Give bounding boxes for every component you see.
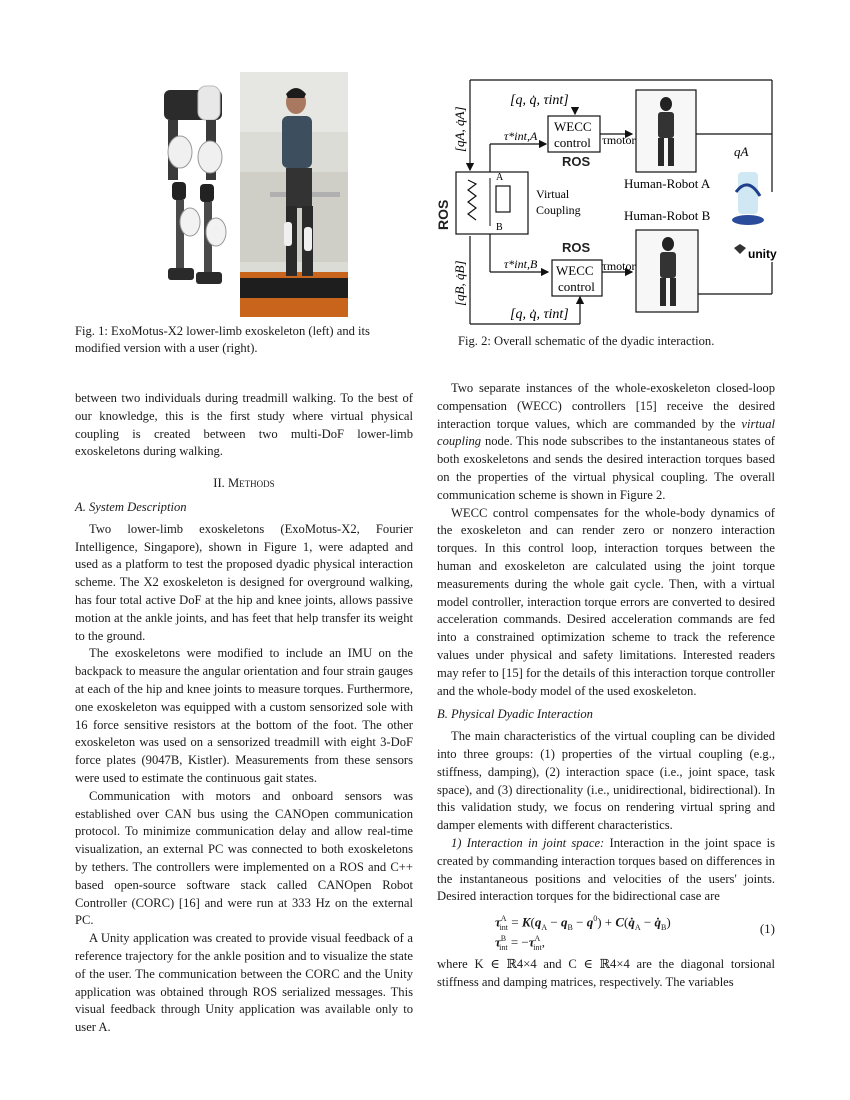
left-bottom-signal: [qB, q̇B] xyxy=(452,260,467,306)
right-column xyxy=(437,380,775,992)
node-b-label: B xyxy=(496,222,503,233)
figure-1-caption: Fig. 1: ExoMotus-X2 lower-limb exoskeleton (left) and its modified version with a user (right). xyxy=(75,324,370,355)
bottom-signal-label: [q, q̇, τint] xyxy=(510,307,569,322)
svg-text:control: control xyxy=(554,135,591,150)
tau-motor-top: τmotor xyxy=(602,133,636,147)
paragraph: Two lower-limb exoskeletons (ExoMotus-X2, Fourier Intelligence, Singapore), shown in Figure 1, were adapted and used as a platform to test the proposed dyadic physical interaction scheme. The X2 exoskeleton is designed for overground walking, has four total active DoF at the hip and knee joints, allows passive motion at the ankle joints, and has feet that help transfer its weight to the ground. xyxy=(75,521,413,643)
coupling-label: Coupling xyxy=(536,203,581,217)
paragraph: A Unity application was created to provide visual feedback of a reference trajectory for the ankle position and to visualize the state of the user. The communication between the CORC and the Unity application was obtained through ROS serialized messages. This visual feedback through Unity application was available only to user A. xyxy=(75,931,413,1035)
ros-mid-top-label: ROS xyxy=(562,154,591,169)
human-robot-a-photo xyxy=(636,90,696,172)
svg-text:control: control xyxy=(558,279,595,294)
qa-label: qA xyxy=(734,144,749,159)
intro-paragraph: between two individuals during treadmill walking. To the best of our knowledge, this is the first study where virtual physical coupling is created between two multi-DoF lower-limb exoskeletons during walking. xyxy=(75,391,413,459)
ros-mid-bottom-label: ROS xyxy=(562,240,591,255)
paragraph: where K ∈ ℝ4×4 and C ∈ ℝ4×4 are the diagonal torsional stiffness and damping matrices, respectively. The variables xyxy=(437,957,775,989)
node-a-label: A xyxy=(496,172,504,183)
paragraph: Communication with motors and onboard sensors was established over CAN bus using the CANOpen communication protocol. To minimize communication delay and allow real-time visualization, an external PC was connected to both exoskeletons by tethers. The controllers were implemented on a ROS and C++ based open-source software stack called CANOpen Robot Controller (CORC) [16] and were run at 333 Hz on the external PC. xyxy=(75,788,413,928)
subsection-b-heading: B. Physical Dyadic Interaction xyxy=(437,707,593,722)
paragraph: The exoskeletons were modified to include an IMU on the backpack to measure the angular orientation and four strain gauges at each of the hip and knee joints to measure torques. Furthermore, one exoskeleton was equipped with a custom sensorized sole with 16 force sensitive resistors at the bottom of the foot. The other exoskeleton was used on a sensorized treadmill with eight 3-DoF force plates (9047B, Kistler). Measurements from these sensors were used to estimate the continuous gait states. xyxy=(75,646,413,785)
unity-label: unity xyxy=(748,247,777,261)
human-robot-a-label: Human-Robot A xyxy=(624,176,711,191)
subsection-a-heading: A. System Description xyxy=(75,499,187,514)
unity-avatar-icon xyxy=(732,172,777,261)
tau-a-label: τ*int,A xyxy=(504,129,538,143)
left-column xyxy=(75,390,413,1037)
virtual-label: Virtual xyxy=(536,187,570,201)
paragraph: The main characteristics of the virtual coupling can be divided into three groups: (1) properties of the virtual coupling (e.g., stiffness, damping), (2) interaction space (i.e., joint space, task space), and (3) directionality (i.e., unidirectional, bidirectional). In this validation study, we focus on rendering virtual spring and damper elements with different characteristics. xyxy=(437,729,775,833)
tau-b-label: τ*int,B xyxy=(504,257,538,271)
paragraph: WECC control compensates for the whole-body dynamics of the exoskeleton and can render zero or nonzero interaction torques. In this control loop, interaction torques between the human and exoskeleton are calculated using the joint torque measurements during the whole gait cycle. Then, with a virtual model controller, interaction torque errors are converted to desired acceleration commands. Desired acceleration commands are fed into a constrained optimization scheme to track the reference values under physical and safety limitations. Interested readers may refer to [15] for the details of this interaction torque controller and the whole-body model of the used exoskeleton. xyxy=(437,505,775,698)
equation-number: (1) xyxy=(759,921,775,937)
virtual-coupling-block xyxy=(456,172,528,234)
figure-2-schematic xyxy=(430,72,790,332)
paragraph: Two separate instances of the whole-exoskeleton closed-loop compensation (WECC) controllers [15] receive the desired interaction torque values, which are commanded by the virtual coupling node. This node subscribes to the instantaneous states of both exoskeletons and sends the desired interaction torques based on the properties of the virtual physical coupling. The overall communication scheme is shown in Figure 2. xyxy=(437,381,775,502)
equation-1: $\tau^A_{int} = K(q_A - q_B - q^0)$ + $C(q̇_A$ − $q̇_B$) $\tau^B_{int} = -\tau^A_{int}$, (1) xyxy=(495,914,775,953)
svg-text:WECC: WECC xyxy=(556,263,594,278)
tau-motor-bottom: τmotor xyxy=(602,259,636,273)
human-robot-b-label: Human-Robot B xyxy=(624,208,711,223)
figure-2-caption: Fig. 2: Overall schematic of the dyadic interaction. xyxy=(458,334,715,348)
top-signal-label: [q, q̇, τint] xyxy=(510,93,569,108)
section-heading: II. Methods xyxy=(213,476,275,491)
ros-left-label: ROS xyxy=(435,199,451,230)
paragraph: 1) Interaction in joint space: Interaction in the joint space is created by commanding interaction torques based on differences in the instantaneous positions and velocities of the users' joints. Desired interaction torques for the bidirectional case are xyxy=(437,835,775,904)
svg-text:WECC: WECC xyxy=(554,119,592,134)
figure-1 xyxy=(150,72,350,317)
human-robot-b-photo xyxy=(636,230,698,312)
exoskeleton-photo xyxy=(150,72,238,317)
user-photo xyxy=(240,72,348,317)
left-top-signal: [qA, q̇A] xyxy=(452,106,467,152)
